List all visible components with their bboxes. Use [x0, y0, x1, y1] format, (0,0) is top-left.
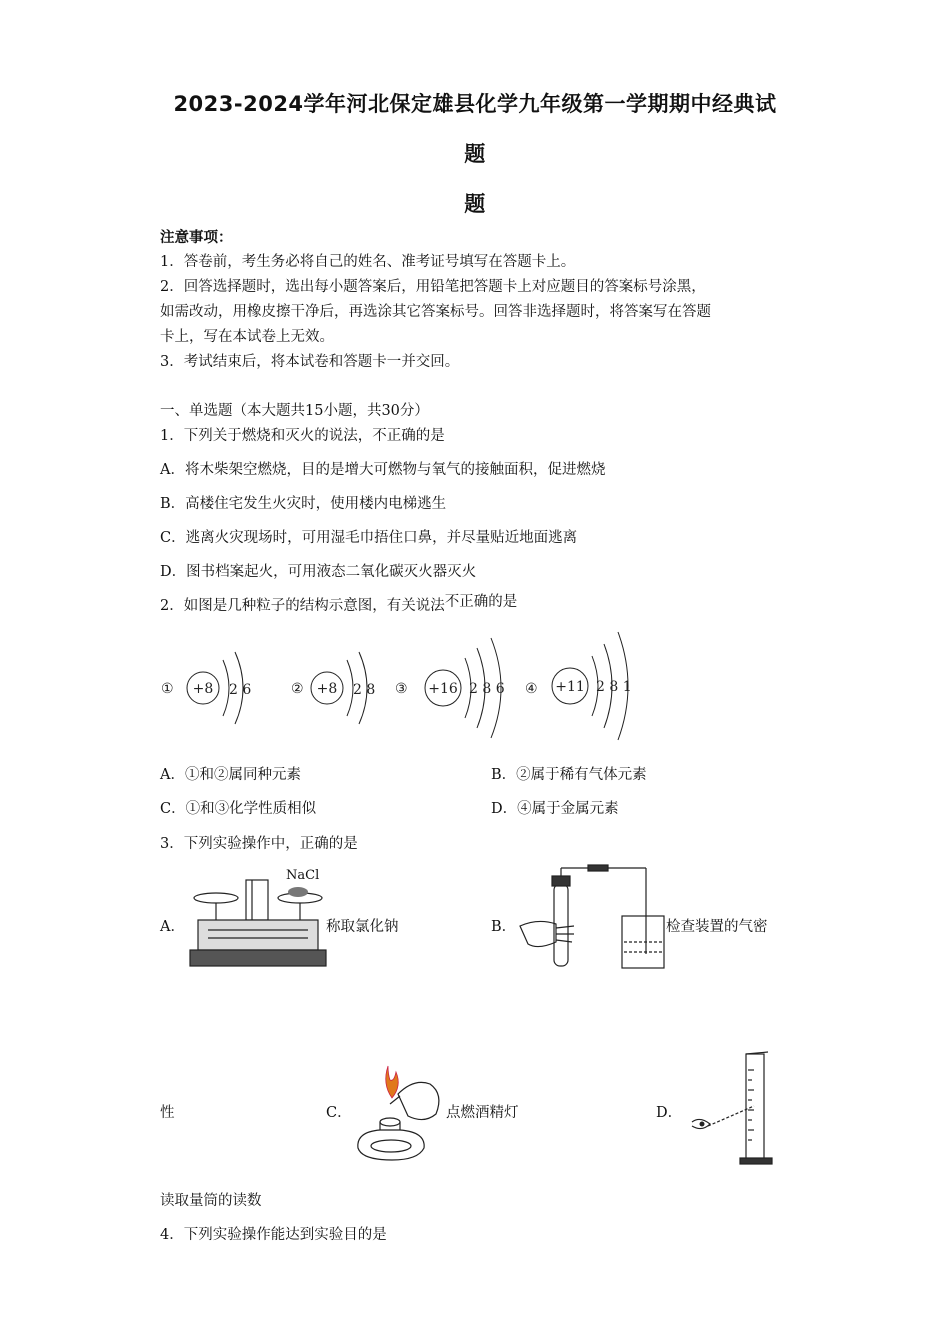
q3-stem: 3．下列实验操作中，正确的是 — [160, 836, 358, 852]
notice-item-2: 2．回答选择题时，选出每小题答案后，用铅笔把答题卡上对应题目的答案标号涂黑， — [160, 279, 706, 295]
atom-2-label: ② — [291, 681, 304, 697]
notice-item-1: 1．答卷前，考生务必将自己的姓名、准考证号填写在答题卡上。 — [160, 254, 576, 270]
q1-option-d: D．图书档案起火，可用液态二氧化碳灭火器灭火 — [160, 564, 477, 580]
alcohol-lamp-image — [352, 1058, 448, 1166]
q3-option-d-label: D． — [656, 1105, 683, 1121]
exam-title-line2: 题 — [464, 142, 486, 166]
exam-title-line3: 题 — [464, 192, 486, 216]
q3-option-b-text: 检查装置的气密 — [666, 919, 768, 935]
atom-1-electrons: 2 6 — [229, 682, 252, 698]
q2-option-c: C．①和③化学性质相似 — [160, 801, 317, 817]
notice-heading: 注意事项： — [160, 229, 233, 246]
atom-4-nucleus: +11 — [555, 679, 585, 695]
q1-option-b: B．高楼住宅发生火灾时，使用楼内电梯逃生 — [160, 496, 447, 512]
q3-option-c-label: C． — [326, 1105, 352, 1121]
notice-item-2-cont2: 卡上，写在本试卷上无效。 — [160, 329, 334, 345]
atom-1-nucleus: +8 — [192, 681, 214, 697]
q3-option-a-label: A． — [160, 919, 185, 935]
q3-option-b-label: B． — [491, 919, 517, 935]
q1-stem: 1．下列关于燃烧和灭火的说法，不正确的是 — [160, 428, 445, 444]
atom-3-nucleus: +16 — [428, 681, 458, 697]
q2-option-a: A．①和②属同种元素 — [160, 767, 301, 783]
exam-title-line1: 2023-2024学年河北保定雄县化学九年级第一学期期中经典试 — [173, 92, 777, 116]
notice-item-3: 3．考试结束后，将本试卷和答题卡一并交回。 — [160, 354, 460, 370]
graduated-cylinder-image — [688, 1050, 784, 1168]
q1-option-a: A．将木柴架空燃烧，目的是增大可燃物与氧气的接触面积，促进燃烧 — [160, 462, 606, 478]
q3-option-c-text: 点燃酒精灯 — [446, 1105, 519, 1121]
q4-stem: 4．下列实验操作能达到实验目的是 — [160, 1227, 387, 1243]
q2-stem-pre: 2．如图是几种粒子的结构示意图，有关说法 — [160, 598, 445, 614]
atom-3-electrons: 2 8 6 — [469, 681, 505, 697]
airtightness-check-image — [518, 862, 668, 974]
q3-option-d-text: 读取量筒的读数 — [160, 1193, 262, 1209]
q1-option-c: C．逃离火灾现场时，可用湿毛巾捂住口鼻，并尽量贴近地面逃离 — [160, 530, 578, 546]
q3-option-b-text-cont: 性 — [160, 1105, 175, 1121]
atom-4-electrons: 2 8 1 — [596, 679, 632, 695]
q2-option-b: B．②属于稀有气体元素 — [491, 767, 647, 783]
q2-stem — [160, 596, 517, 616]
balance-scale-image — [188, 866, 328, 970]
notice-item-2-cont: 如需改动，用橡皮擦干净后，再选涂其它答案标号。回答非选择题时，将答案写在答题 — [160, 304, 711, 320]
atom-structure-diagrams — [155, 626, 655, 746]
atom-2-nucleus: +8 — [316, 681, 338, 697]
q2-option-d: D．④属于金属元素 — [491, 801, 619, 817]
q3-option-a-text: 称取氯化钠 — [326, 919, 399, 935]
q2-stem-post: 不正确的是 — [444, 594, 518, 610]
atom-2-electrons: 2 8 — [353, 682, 376, 698]
atom-4-label: ④ — [525, 681, 538, 697]
atom-3-label: ③ — [395, 681, 408, 697]
nacl-label: NaCl — [286, 868, 320, 883]
atom-1-label: ① — [161, 681, 174, 697]
nacl-pile — [288, 887, 308, 897]
section-heading: 一、单选题（本大题共15小题，共30分） — [160, 403, 429, 419]
